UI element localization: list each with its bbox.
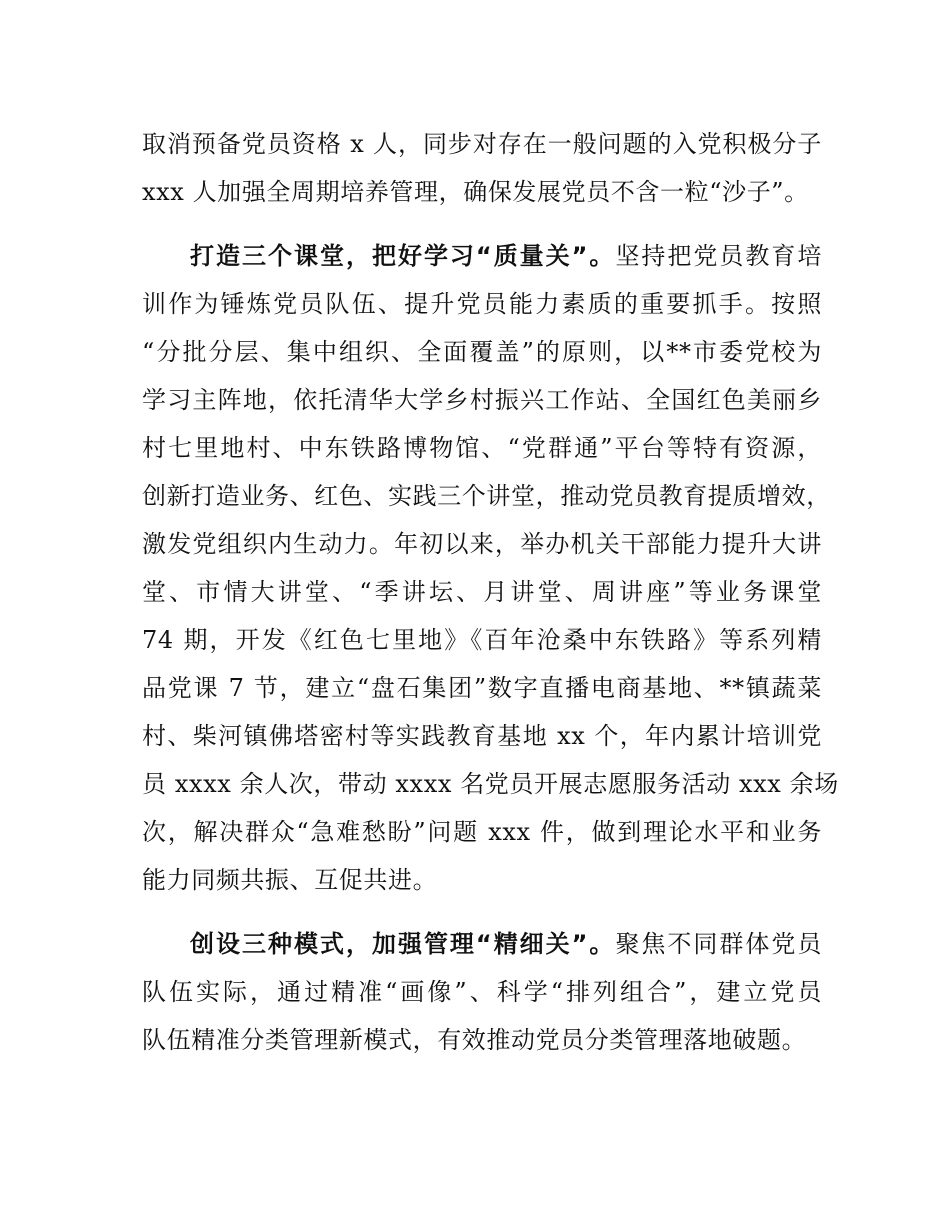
paragraph-line: 员 xxxx 余人次，带动 xxxx 名党员开展志愿服务活动 xxx 余场 [142,770,839,798]
paragraph-line: 学习主阵地，依托清华大学乡村振兴工作站、全国红色美丽乡 [142,386,822,414]
paragraph-line: “分批分层、集中组织、全面覆盖”的原则，以**市委党校为 [142,338,822,366]
paragraph-first-line [142,232,822,280]
paragraph-line: 次，解决群众“急难愁盼”问题 xxx 件，做到理论水平和业务 [142,818,822,846]
paragraph-line: 能力同频共振、互促共进。 [142,866,438,894]
paragraph-line: 堂、市情大讲堂、“季讲坛、月讲堂、周讲座”等业务课堂 [142,578,822,606]
paragraph-line: 队伍实际，通过精准“画像”、科学“排列组合”，建立党员 [142,978,822,1006]
paragraph-line: xxx 人加强全周期培养管理，确保发展党员不含一粒“沙子”。 [142,178,809,206]
paragraph-lead-heading: 打造三个课堂，把好学习“质量关”。 [190,242,616,270]
paragraph-first-line-text: 聚焦不同群体党员 [615,930,822,958]
paragraph-line: 村、柴河镇佛塔密村等实践教育基地 xx 个，年内累计培训党 [142,722,822,750]
paragraph-line: 取消预备党员资格 x 人，同步对存在一般问题的入党积极分子 [142,130,822,158]
paragraph-line: 队伍精准分类管理新模式，有效推动党员分类管理落地破题。 [142,1026,807,1054]
document-body [142,120,839,1064]
paragraph-line: 训作为锤炼党员队伍、提升党员能力素质的重要抓手。按照 [142,290,822,318]
paragraph-1 [142,120,822,216]
paragraph-line: 村七里地村、中东铁路博物馆、“党群通”平台等特有资源， [142,434,822,462]
paragraph-first-line-text: 坚持把党员教育培 [615,242,822,270]
paragraph-first-line [142,920,822,968]
paragraph-gap [142,904,822,920]
paragraph-line: 品党课 7 节，建立“盘石集团”数字直播电商基地、**镇蔬菜 [142,674,822,702]
paragraph-lead-heading: 创设三种模式，加强管理“精细关”。 [190,930,616,958]
paragraph-line: 创新打造业务、红色、实践三个讲堂，推动党员教育提质增效， [142,482,831,510]
paragraph-line: 激发党组织内生动力。年初以来，举办机关干部能力提升大讲 [142,530,822,558]
paragraph-2 [142,232,839,904]
paragraph-gap [142,216,822,232]
paragraph-line: 74 期，开发《红色七里地》《百年沧桑中东铁路》等系列精 [142,626,822,654]
paragraph-3 [142,920,822,1064]
